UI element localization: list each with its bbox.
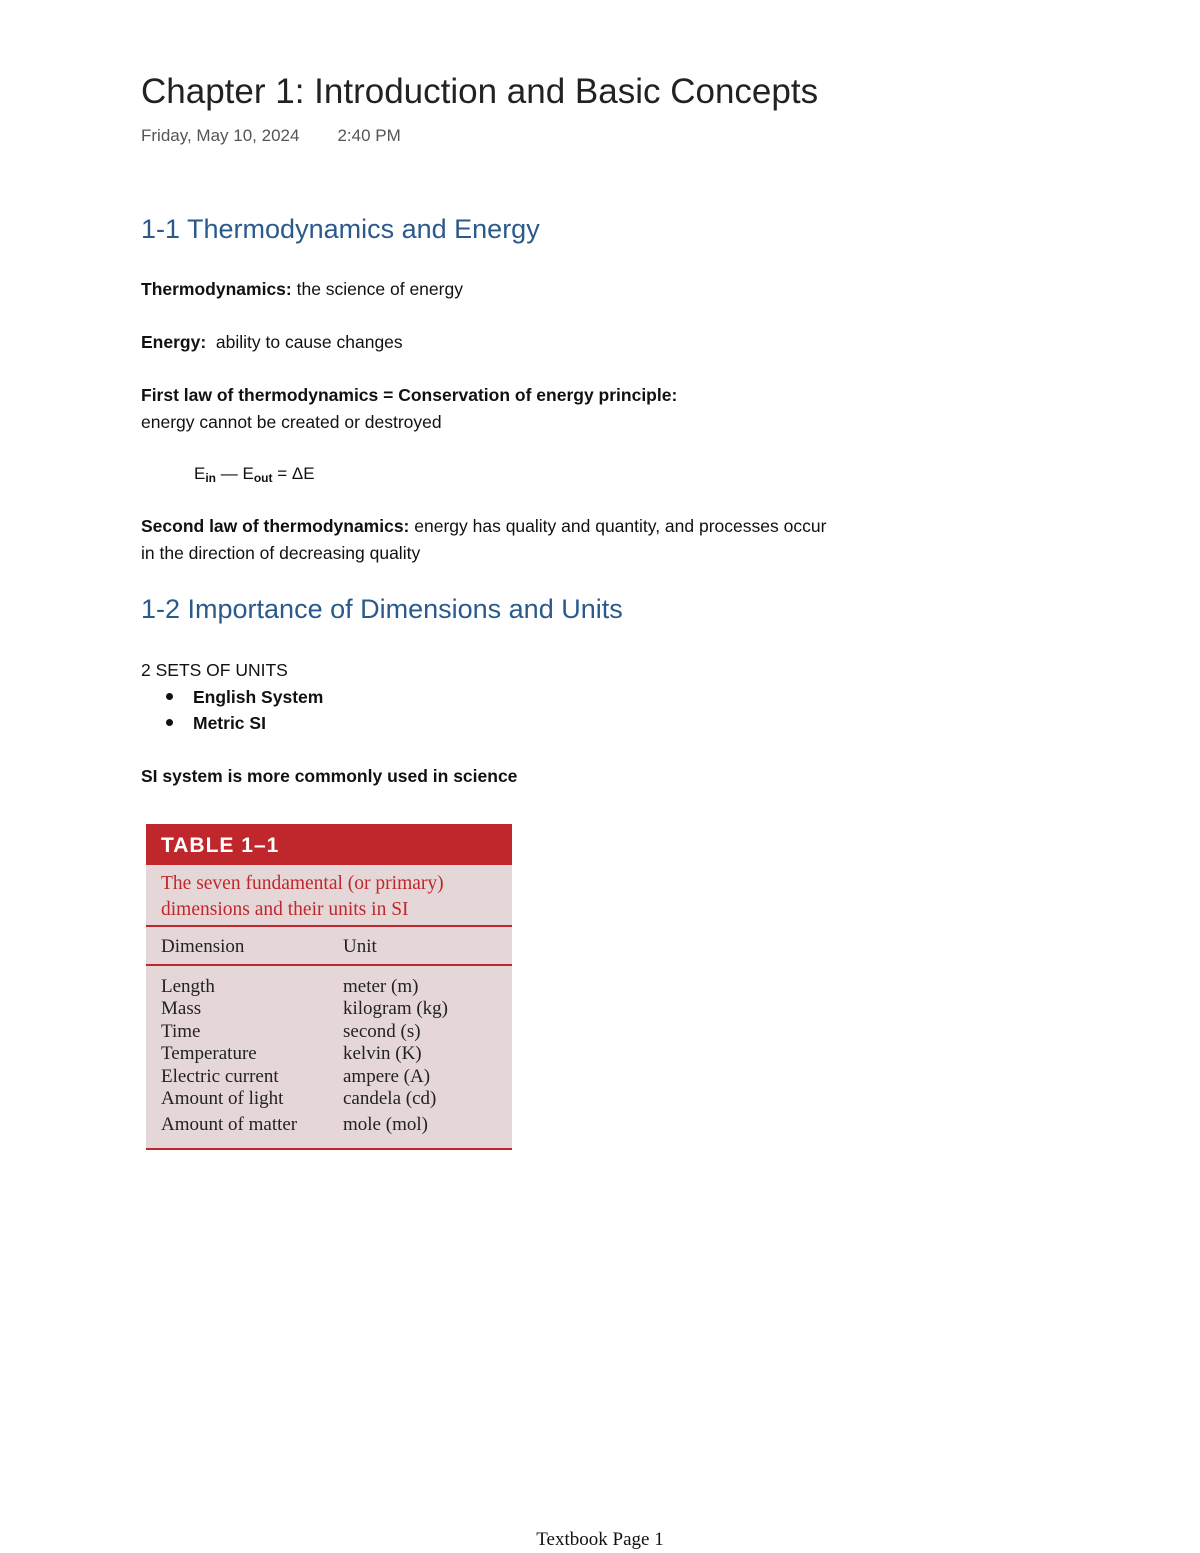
eq-rhs: = ΔE	[272, 464, 315, 483]
table-row	[146, 1021, 512, 1044]
table-label: TABLE 1–1	[146, 824, 512, 865]
paragraph-thermodynamics-definition	[141, 276, 463, 303]
eq-sub-out: out	[253, 471, 273, 485]
term-first-law: First law of thermodynamics = Conservation of energy principle:	[141, 385, 678, 405]
section-heading-dimensions: 1-2 Importance of Dimensions and Units	[141, 594, 623, 624]
cell-dimension: Amount of light	[161, 1088, 284, 1110]
table-row	[146, 1088, 512, 1111]
table-row	[146, 1114, 512, 1137]
units-sets-label: 2 SETS OF UNITS	[141, 660, 288, 680]
page-footer: Textbook Page 1	[536, 1529, 664, 1550]
table-caption-line: The seven fundamental (or primary)	[161, 873, 444, 894]
cell-unit: ampere (A)	[343, 1065, 431, 1087]
cell-unit: mole (mol)	[343, 1114, 428, 1136]
table-row	[146, 998, 512, 1021]
term-thermodynamics: Thermodynamics:	[141, 279, 292, 299]
table-body	[146, 966, 512, 1137]
definition-thermodynamics: the science of energy	[291, 279, 463, 299]
cell-dimension: Time	[161, 1020, 201, 1042]
term-second-law: Second law of thermodynamics:	[141, 516, 410, 536]
cell-dimension: Mass	[161, 998, 202, 1020]
definition-second-law-1: energy has quality and quantity, and processes occur	[409, 516, 827, 536]
table-bottom-rule	[146, 1148, 512, 1150]
definition-second-law-2: in the direction of decreasing quality	[141, 543, 421, 563]
bullet-icon	[166, 693, 173, 700]
units-list	[166, 684, 323, 736]
eq-sub-in: in	[205, 471, 217, 485]
page-date: Friday, May 10, 2024	[141, 126, 300, 145]
cell-dimension: Length	[161, 975, 215, 997]
table-caption-line: dimensions and their units in SI	[161, 899, 409, 920]
list-item-label: English System	[193, 687, 324, 707]
cell-dimension: Electric current	[161, 1065, 279, 1087]
paragraph-energy-definition	[141, 329, 403, 356]
table-row	[146, 976, 512, 999]
cell-unit: second (s)	[343, 1020, 421, 1042]
table-caption	[146, 865, 512, 925]
bullet-icon	[166, 719, 173, 726]
page-time: 2:40 PM	[337, 126, 401, 145]
eq-e-out: E	[242, 464, 254, 483]
cell-unit: meter (m)	[343, 975, 419, 997]
table-header-row	[146, 927, 512, 964]
eq-e-in: E	[194, 464, 206, 483]
cell-dimension: Temperature	[161, 1043, 257, 1065]
paragraph-first-law	[141, 382, 677, 436]
list-item-label: Metric SI	[193, 713, 266, 733]
table-row	[146, 1066, 512, 1089]
list-item	[166, 710, 323, 736]
si-note: SI system is more commonly used in science	[141, 766, 518, 786]
paragraph-second-law	[141, 513, 826, 567]
cell-unit: kilogram (kg)	[343, 998, 449, 1020]
page-title: Chapter 1: Introduction and Basic Concepts	[141, 72, 819, 111]
si-units-table-figure	[146, 824, 512, 1150]
definition-energy: ability to cause changes	[206, 332, 403, 352]
column-header-dimension: Dimension	[161, 936, 245, 957]
cell-dimension: Amount of matter	[161, 1114, 298, 1136]
term-energy: Energy:	[141, 332, 207, 352]
page-timestamp	[141, 126, 401, 146]
cell-unit: kelvin (K)	[343, 1043, 422, 1065]
eq-minus: —	[216, 464, 243, 483]
list-item	[166, 684, 323, 710]
cell-unit: candela (cd)	[343, 1088, 437, 1110]
section-heading-thermodynamics: 1-1 Thermodynamics and Energy	[141, 214, 540, 244]
column-header-unit: Unit	[343, 936, 377, 957]
energy-balance-equation	[194, 464, 315, 485]
table-row	[146, 1043, 512, 1066]
definition-first-law: energy cannot be created or destroyed	[141, 412, 442, 432]
